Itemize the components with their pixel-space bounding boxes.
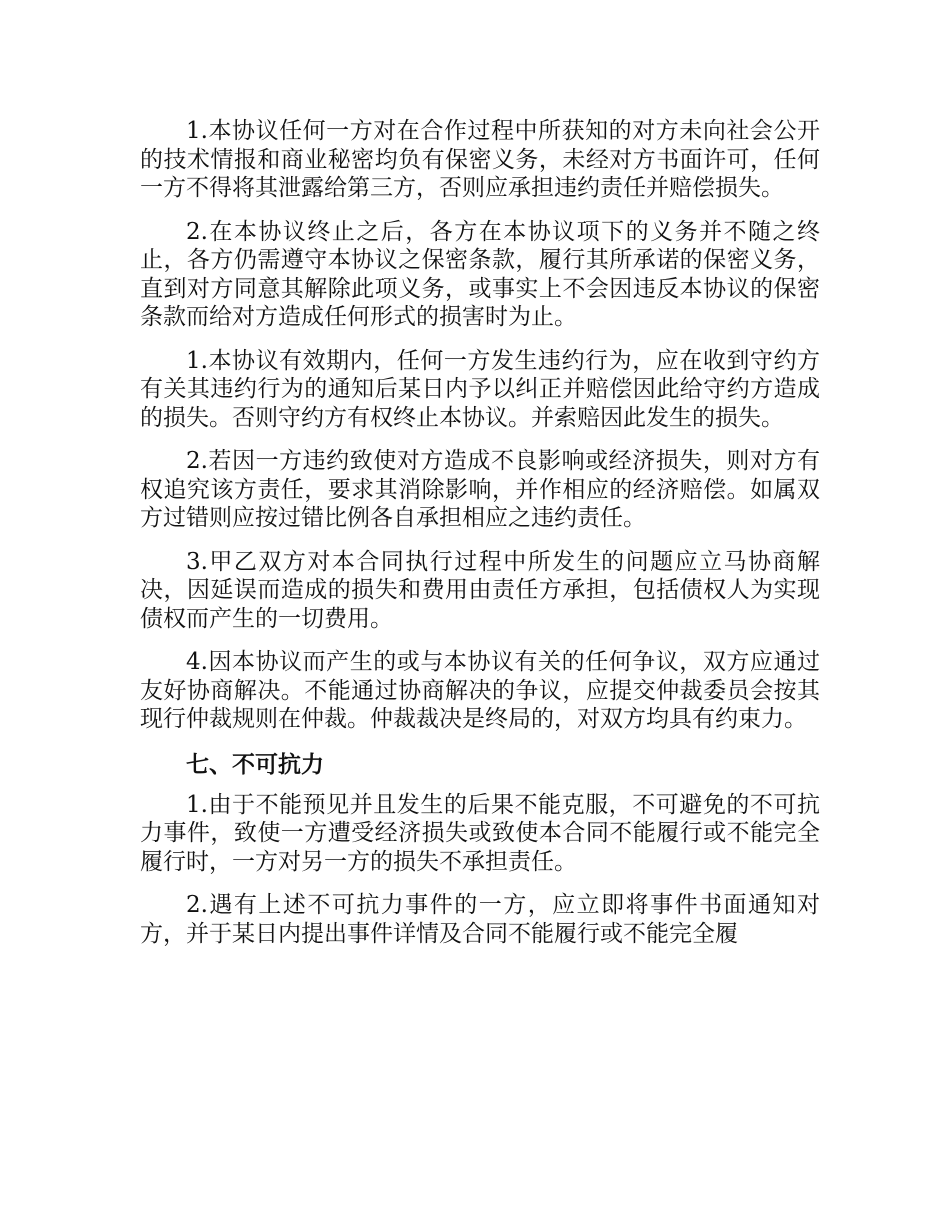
confidentiality-clause-1: 1.本协议任何一方对在合作过程中所获知的对方未向社会公开的技术情报和商业秘密均负有保密义务，未经对方书面许可，任何一方不得将其泄露给第三方，否则应承担违约责任并赔偿损失。	[140, 118, 820, 201]
dispute-clause-4: 4.因本协议而产生的或与本协议有关的任何争议，双方应通过友好协商解决。不能通过协商解决的争议，应提交仲裁委员会按其现行仲裁规则在仲裁。仲裁裁决是终局的，对双方均具有约束力。	[140, 649, 820, 732]
breach-clause-3: 3.甲乙双方对本合同执行过程中所发生的问题应立马协商解决，因延误而造成的损失和费用由责任方承担，包括债权人为实现债权而产生的一切费用。	[140, 548, 820, 632]
section-heading-force-majeure: 七、不可抗力	[186, 751, 324, 778]
document-page	[140, 117, 820, 963]
force-majeure-clause-1: 1.由于不能预见并且发生的后果不能克服，不可避免的不可抗力事件，致使一方遭受经济损失或致使本合同不能履行或不能完全履行时，一方对另一方的损失不承担责任。	[140, 791, 820, 875]
breach-clause-2: 2.若因一方违约致使对方造成不良影响或经济损失，则对方有权追究该方责任，要求其消除影响，并作相应的经济赔偿。如属双方过错则应按过错比例各自承担相应之违约责任。	[140, 448, 820, 531]
force-majeure-clause-2: 2.遇有上述不可抗力事件的一方，应立即将事件书面通知对方，并于某日内提出事件详情及合同不能履行或不能完全履	[140, 892, 820, 947]
confidentiality-clause-2: 2.在本协议终止之后，各方在本协议项下的义务并不随之终止，各方仍需遵守本协议之保密条款，履行其所承诺的保密义务，直到对方同意其解除此项义务，或事实上不会因违反本协议的保密条款而给对方造成任何形式的损害时为止。	[140, 218, 820, 330]
breach-clause-1: 1.本协议有效期内，任何一方发生违约行为，应在收到守约方有关其违约行为的通知后某日内予以纠正并赔偿因此给守约方造成的损失。否则守约方有权终止本协议。并索赔因此发生的损失。	[140, 347, 820, 431]
